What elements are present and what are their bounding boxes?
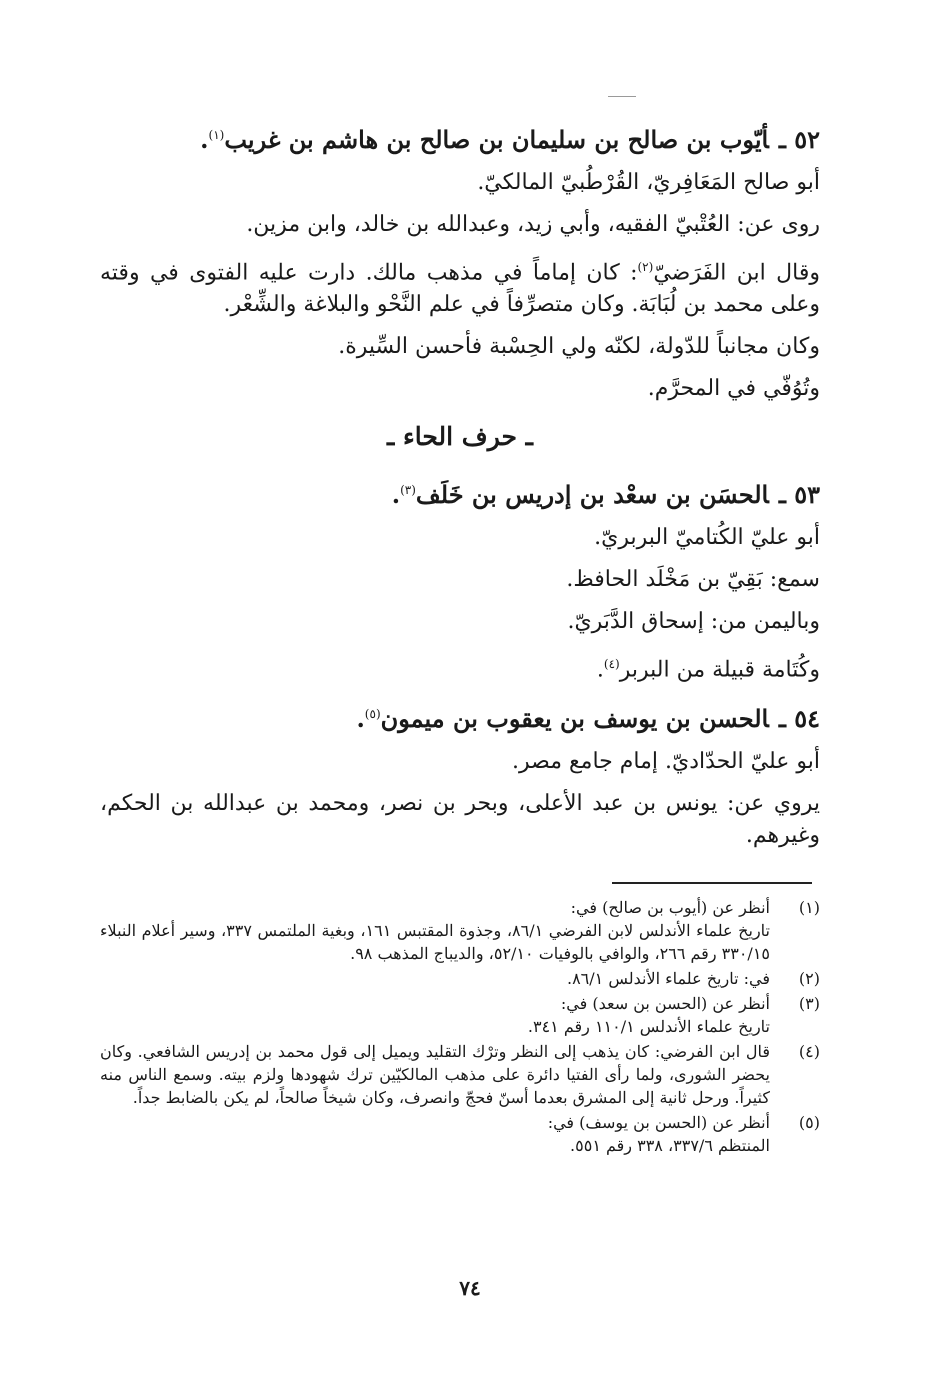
heading-end: . bbox=[391, 480, 401, 510]
footnote-number: (٥) bbox=[798, 1113, 820, 1132]
footnote-number: (٢) bbox=[798, 969, 820, 988]
footnote-body bbox=[100, 896, 770, 965]
entry-line: وتُوُفّي في المحرَّم. bbox=[647, 376, 820, 402]
footnote-1 bbox=[100, 896, 820, 965]
line-text: وكُتَامة قبيلة من البربر bbox=[619, 657, 820, 683]
footnote-number: (٤) bbox=[798, 1042, 820, 1061]
footnote-body bbox=[100, 967, 770, 990]
footnote-line: أنظر عن (الحسن بن يوسف) في: bbox=[547, 1113, 770, 1132]
footnote-body bbox=[100, 992, 770, 1038]
entry-quote bbox=[100, 251, 820, 321]
line-end: . bbox=[596, 657, 604, 683]
footnote-ref: (٥) bbox=[364, 706, 381, 721]
footnote-line: تاريخ علماء الأندلس لابن الفرضي ٨٦/١، وجذوة المقتبس ١٦١، وبغية الملتمس ٣٣٧، وسير أعلام النبلاء ٣٣٠/١٥ رقم ٢٦٦، والوافي بالوفيات ٥٢/١٠، والديباج المذهب ٩٨. bbox=[100, 921, 771, 963]
entry-name: أيّوب بن صالح بن سليمان بن صالح بن هاشم بن غريب bbox=[224, 125, 769, 154]
heading-end: . bbox=[356, 703, 365, 733]
entry-line: وكان مجانباً للدّولة، لكنّه ولي الحِسْبة فأحسن السِّيرة. bbox=[338, 334, 820, 360]
main-text bbox=[100, 118, 820, 862]
footnote-line: قال ابن الفرضي: كان يذهب إلى النظر وترْك التقليد ويميل إلى قول محمد بن إدريس الشافعي. وكان يحضر الشورى، ولما رأى الفتيا دائرة على مذهب المالكيّين ترك شهودها ولزم بيته. وسمع الناس منه كثيراً. ورحل ثانية إلى المشرق بعدما أسنّ فحجّ وانصرف، وكان شيخاً صالحاً، لم يكن بالضابط جداً. bbox=[100, 1042, 770, 1107]
footnote-line: أنظر عن (الحسن بن سعد) في: bbox=[560, 994, 770, 1013]
entry-line: روى عن: العُتْبيّ الفقيه، وأبي زيد، وعبدالله بن خالد، وابن مزين. bbox=[246, 212, 820, 237]
footnote-3 bbox=[100, 992, 820, 1038]
entry-52 bbox=[100, 118, 820, 405]
heading-end: . bbox=[200, 125, 209, 154]
entry-heading bbox=[100, 118, 820, 157]
entry-paragraph: يروي عن: يونس بن عبد الأعلى، وبحر بن نصر، ومحمد بن عبدالله بن الحكم، وغيرهم. bbox=[100, 790, 820, 848]
footnote-body bbox=[100, 1040, 770, 1109]
page-number: ٧٤ bbox=[459, 1276, 481, 1300]
section-title: ـ حرف الحاء ـ bbox=[387, 422, 533, 452]
footnote-separator bbox=[612, 882, 812, 884]
entry-name: الحسن بن يوسف بن يعقوب بن ميمون bbox=[380, 703, 769, 733]
entry-line: أبو عليّ الكُتاميّ البربريّ. bbox=[594, 525, 820, 551]
footnote-2 bbox=[100, 967, 820, 990]
entry-heading bbox=[100, 473, 820, 512]
entry-54 bbox=[100, 697, 820, 852]
quote-text: : كان إماماً في مذهب مالك. دارت عليه الفتوى في وقته وعلى محمد بن لُبَابَة. وكان متصرِّفاً في علم النَّحْو والبلاغة والشِّعْر. bbox=[100, 260, 820, 318]
top-rule bbox=[608, 96, 636, 97]
entry-line: سمع: بَقِيّ بن مَخْلَد الحافظ. bbox=[566, 567, 820, 593]
footnote-ref: (٢) bbox=[637, 260, 654, 274]
footnote-line: المنتظم ٣٣٧/٦، ٣٣٨ رقم ٥٥١. bbox=[570, 1136, 770, 1155]
entry-heading bbox=[100, 697, 820, 736]
footnote-line: تاريخ علماء الأندلس ١١٠/١ رقم ٣٤١. bbox=[527, 1017, 770, 1036]
entry-number: ٥٣ ـ bbox=[778, 480, 820, 510]
entry-name: الحسَن بن سعْد بن إدريس بن خَلَف bbox=[415, 480, 769, 510]
entry-line: أبو عليّ الحدّاديّ. إمام جامع مصر. bbox=[511, 748, 820, 774]
footnotes bbox=[100, 896, 820, 1159]
footnote-ref: (١) bbox=[208, 128, 225, 142]
footnote-ref: (٣) bbox=[400, 483, 416, 498]
entry-number: ٥٢ ـ bbox=[778, 125, 820, 154]
entry-line: أبو صالح المَعَافِريّ، القُرْطُبيّ المالكيّ. bbox=[477, 170, 820, 195]
footnote-line: أنظر عن (أيوب بن صالح) في: bbox=[570, 898, 770, 917]
footnote-body bbox=[100, 1111, 770, 1157]
footnote-4 bbox=[100, 1040, 820, 1109]
entry-number: ٥٤ ـ bbox=[778, 703, 820, 733]
entry-53 bbox=[100, 473, 820, 686]
footnote-5 bbox=[100, 1111, 820, 1157]
entry-line bbox=[100, 648, 820, 686]
footnote-number: (١) bbox=[798, 898, 820, 917]
footnote-line: في: تاريخ علماء الأندلس ٨٦/١. bbox=[566, 969, 770, 988]
entry-line: وباليمن من: إسحاق الدَّبَريّ. bbox=[567, 609, 820, 635]
footnote-ref: (٤) bbox=[603, 657, 620, 672]
quote-source: وقال ابن الفَرَضيّ bbox=[653, 260, 820, 286]
footnote-number: (٣) bbox=[798, 994, 820, 1013]
